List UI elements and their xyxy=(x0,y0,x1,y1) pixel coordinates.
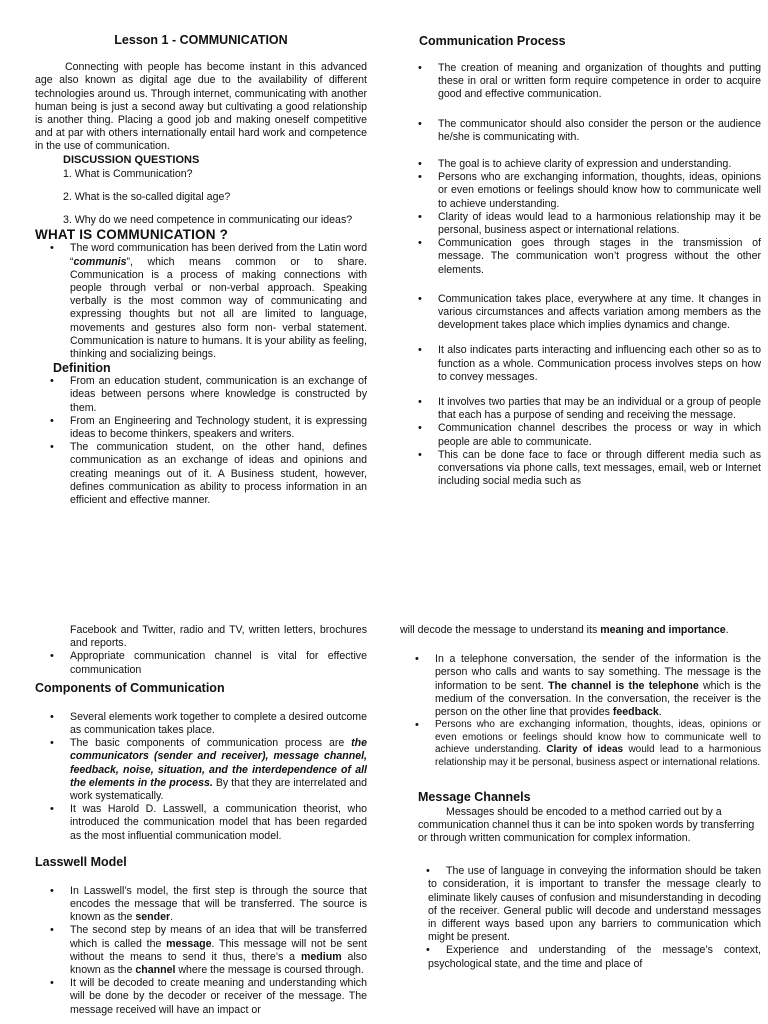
process-item: • Communication takes place, everywhere at any time. It changes in various circumstances and affects variation among members as the development takes place which implies dynamics and change. xyxy=(438,293,761,333)
lasswell-item: • The second step by means of an idea that will be transferred which is called the message. This message will not be sent without the means to send it thus, there’s a medium also known as the channel where the message is coursed through. xyxy=(70,924,367,977)
process-item: • The communicator should also consider the person or the audience he/she is communicating with. xyxy=(438,118,761,144)
intro-paragraph: Connecting with people has become instant in this advanced age also known as digital age due to the availability of different technologies around us. Through internet, communicating with another human being is just a second away but cultivating a good relationship is another thing. Placing a good job and making oneself competitive and at par with others internationally entail hard work and competence in the use of communication. xyxy=(35,61,367,153)
telephone-item: • In a telephone conversation, the sender of the information is the person who calls and wants to say something. The message is the information to be sent. The channel is the telephone which is the medium of the conversation. In the conversation, the receiver is the person on the other line that provides feedback. xyxy=(435,653,761,719)
process-item: • It involves two parties that may be an individual or a group of people that each has a purpose of sending and receiving the message. xyxy=(438,396,761,422)
definition-heading: Definition xyxy=(53,361,111,376)
what-item: • The word communication has been derived from the Latin word “communis”, which means common or to share. Communication is a process of making connections with people through verbal or non-verbal approach. Speaking verbally is the most common way of communicating and expressing thoughts but not all are limited to language, movements and gestures also form non- verbal statement. Communication is nature to humans. It is your ability as feeling, thinking and socializing beings. xyxy=(70,242,367,361)
process-item: • Persons who are exchanging information, thoughts, ideas, opinions or even emotions or feelings should know how to communicate well to achieve understanding. xyxy=(438,171,761,211)
persons-item: • Persons who are exchanging information, thoughts, ideas, opinions or even emotions or feelings should know how to communicate well to achieve understanding. Clarity of ideas would lead to a harmonious relationship may it be personal, business aspect or international relations. xyxy=(435,719,761,769)
definition-list xyxy=(35,375,367,507)
channel-item: • Experience and understanding of the message’s context, psychological state, and the time and place of xyxy=(428,944,761,970)
message-channels-heading: Message Channels xyxy=(418,789,531,804)
process-item: • Clarity of ideas would lead to a harmonious relationship may it be personal, business aspect or international relations. xyxy=(438,211,761,237)
component-item: • Several elements work together to complete a desired outcome as communication takes place. xyxy=(70,711,367,737)
process-item: • This can be done face to face or through different media such as conversations via phone calls, text messages, email, web or Internet including social media such as xyxy=(438,449,761,489)
page2-right-column xyxy=(400,624,761,971)
component-item: • It was Harold D. Lasswell, a communication theorist, who introduced the communication model that has been regarded as the most influential communication model. xyxy=(70,803,367,843)
discussion-heading: DISCUSSION QUESTIONS xyxy=(63,153,200,166)
continued-text: will decode the message to understand its meaning and importance. xyxy=(400,624,729,636)
process-item: • The creation of meaning and organization of thoughts and putting these in oral or written form require competence in order to acquire good and effective communication. xyxy=(438,62,761,102)
communis-term: communis xyxy=(73,255,127,268)
lesson-title: Lesson 1 - COMMUNICATION xyxy=(114,33,288,47)
continued-text: Facebook and Twitter, radio and TV, written letters, brochures and reports. xyxy=(70,624,367,650)
lasswell-item: • In Lasswell’s model, the first step is through the source that encodes the message that will be transferred. The source is known as the sender. xyxy=(70,885,367,925)
page-gap xyxy=(0,600,768,618)
channel-item: • Appropriate communication channel is vital for effective communication xyxy=(70,650,367,676)
components-heading: Components of Communication xyxy=(35,680,225,695)
question-3: 3. Why do we need competence in communicating our ideas? xyxy=(63,214,353,227)
channels-list xyxy=(400,865,761,971)
component-item: • The basic components of communication process are the communicators (sender and receiver), message channel, feedback, noise, situation, and the interdependence of all the elements in the process. By that they are interrelated and work systematically. xyxy=(70,737,367,803)
process-item: • The goal is to achieve clarity of expression and understanding. xyxy=(438,158,761,171)
what-is-communication-heading: WHAT IS COMMUNICATION ? xyxy=(35,227,229,243)
persons-list xyxy=(400,719,761,769)
definition-item: • The communication student, on the other hand, defines communication as an exchange of ideas and opinions and creating meanings out of it. A Business student, however, defines communication as ability to process information in an efficient and effective manner. xyxy=(70,441,367,507)
components-list xyxy=(35,711,367,843)
definition-item: • From an Engineering and Technology student, it is expressing ideas to become thinkers, speakers and writers. xyxy=(70,415,367,441)
example-list xyxy=(400,653,761,719)
process-item: • Communication channel describes the process or way in which people are able to communicate. xyxy=(438,422,761,448)
lasswell-list xyxy=(35,885,367,1017)
page2-left-column xyxy=(35,624,367,1017)
process-item: • It also indicates parts interacting and influencing each other so as to function as a whole. Communication process involves steps on how to convey messages. xyxy=(438,344,761,384)
question-2: 2. What is the so-called digital age? xyxy=(63,191,231,204)
communication-process-heading: Communication Process xyxy=(419,34,566,48)
channel-list xyxy=(35,650,367,676)
process-list xyxy=(403,62,761,488)
definition-item: • From an education student, communication is an exchange of ideas between persons where knowledge is constructed by them. xyxy=(70,375,367,415)
lasswell-item: • It will be decoded to create meaning and understanding which will be done by the decoder or receiver of the message. The message received will have an impact or xyxy=(70,977,367,1017)
lasswell-heading: Lasswell Model xyxy=(35,854,127,869)
page1-right-column xyxy=(403,34,761,488)
channels-intro: Messages should be encoded to a method carried out by a communication channel thus it can be into spoken words by transferring or through written communication for complex information. xyxy=(418,805,755,844)
channel-item: • The use of language in conveying the information should be taken to consideration, it is important to transfer the message clearly to eliminate likely causes of confusion and misunderstanding in decoding of the receiver. General public will decode and understand messages in different ways based upon any barriers to communication which might be present. xyxy=(428,865,761,944)
what-list xyxy=(35,242,367,361)
page1-left-column xyxy=(35,34,367,507)
process-item: • Communication goes through stages in the transmission of message. The communication won’t progress without the other elements. xyxy=(438,237,761,277)
question-1: 1. What is Communication? xyxy=(63,167,193,180)
